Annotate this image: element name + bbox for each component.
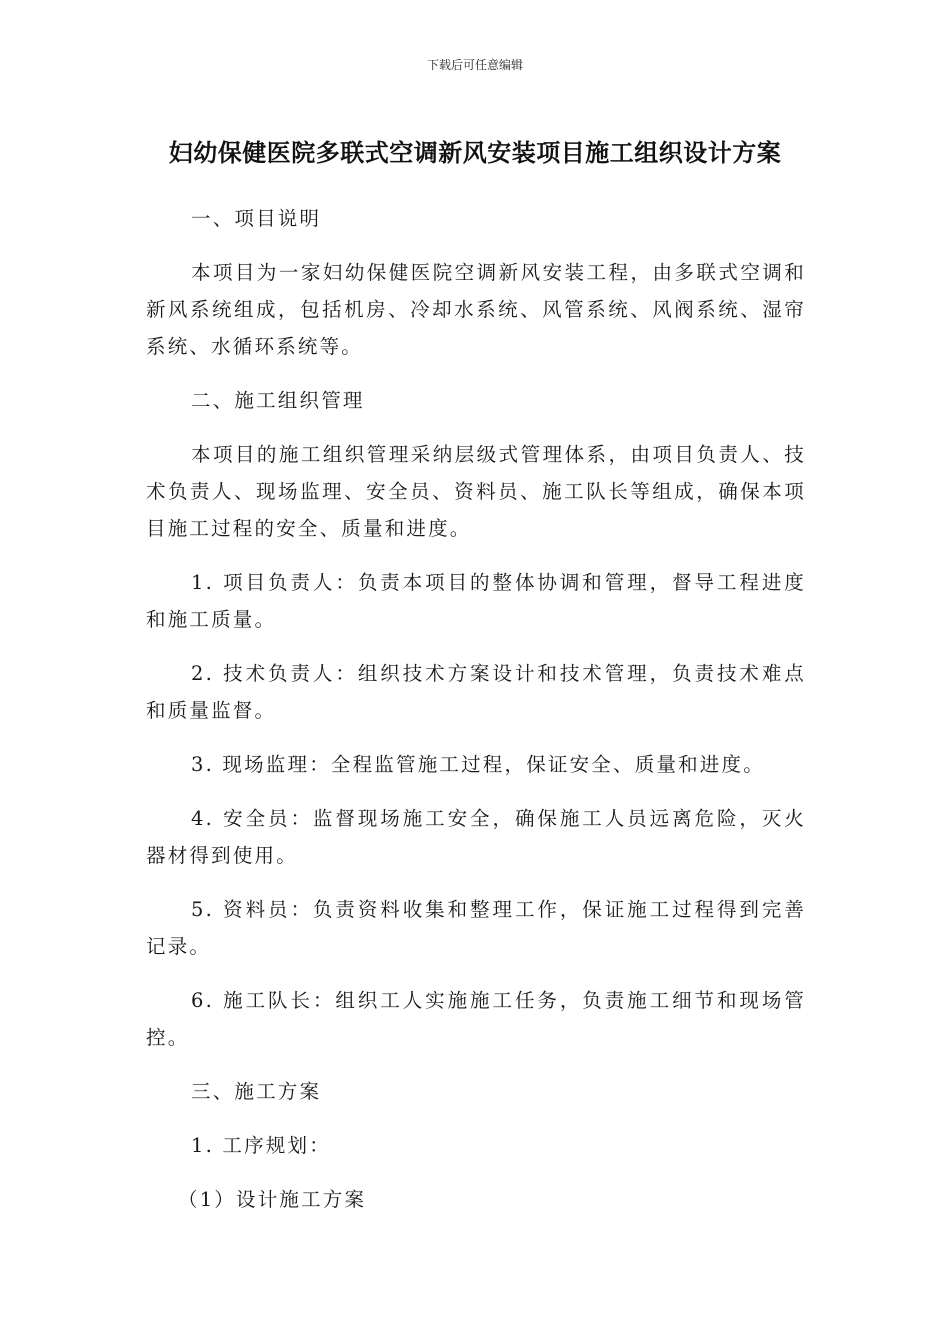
role-item-documentation-clerk: 5. 资料员：负责资料收集和整理工作，保证施工过程得到完善记录。 xyxy=(146,898,806,958)
role-item-technical-lead: 2. 技术负责人：组织技术方案设计和技术管理，负责技术难点和质量监督。 xyxy=(146,662,806,722)
section-heading-construction-plan: 三、施工方案 xyxy=(191,1080,322,1103)
role-item-safety-officer: 4. 安全员：监督现场施工安全，确保施工人员远离危险，灭火器材得到使用。 xyxy=(146,807,806,867)
plan-subitem-design-scheme: （1）设计施工方案 xyxy=(178,1188,367,1211)
section-heading-project-description: 一、项目说明 xyxy=(191,207,322,230)
role-item-crew-leader: 6. 施工队长：组织工人实施施工任务，负责施工细节和现场管控。 xyxy=(146,989,806,1049)
role-item-site-supervisor: 3. 现场监理：全程监管施工过程，保证安全、质量和进度。 xyxy=(191,753,765,776)
page-header-note: 下载后可任意编辑 xyxy=(426,58,523,72)
section-heading-construction-management: 二、施工组织管理 xyxy=(191,389,365,412)
document-body xyxy=(146,200,806,1218)
project-description-paragraph: 本项目为一家妇幼保健医院空调新风安装工程，由多联式空调和新风系统组成，包括机房、冷却水系统、风管系统、风阀系统、湿帘系统、水循环系统等。 xyxy=(146,261,806,358)
construction-management-paragraph: 本项目的施工组织管理采纳层级式管理体系，由项目负责人、技术负责人、现场监理、安全员、资料员、施工队长等组成，确保本项目施工过程的安全、质量和进度。 xyxy=(146,443,806,540)
role-item-project-manager: 1. 项目负责人：负责本项目的整体协调和管理，督导工程进度和施工质量。 xyxy=(146,571,806,631)
plan-item-process-planning: 1. 工序规划： xyxy=(191,1134,331,1157)
document-title: 妇幼保健医院多联式空调新风安装项目施工组织设计方案 xyxy=(168,139,782,167)
